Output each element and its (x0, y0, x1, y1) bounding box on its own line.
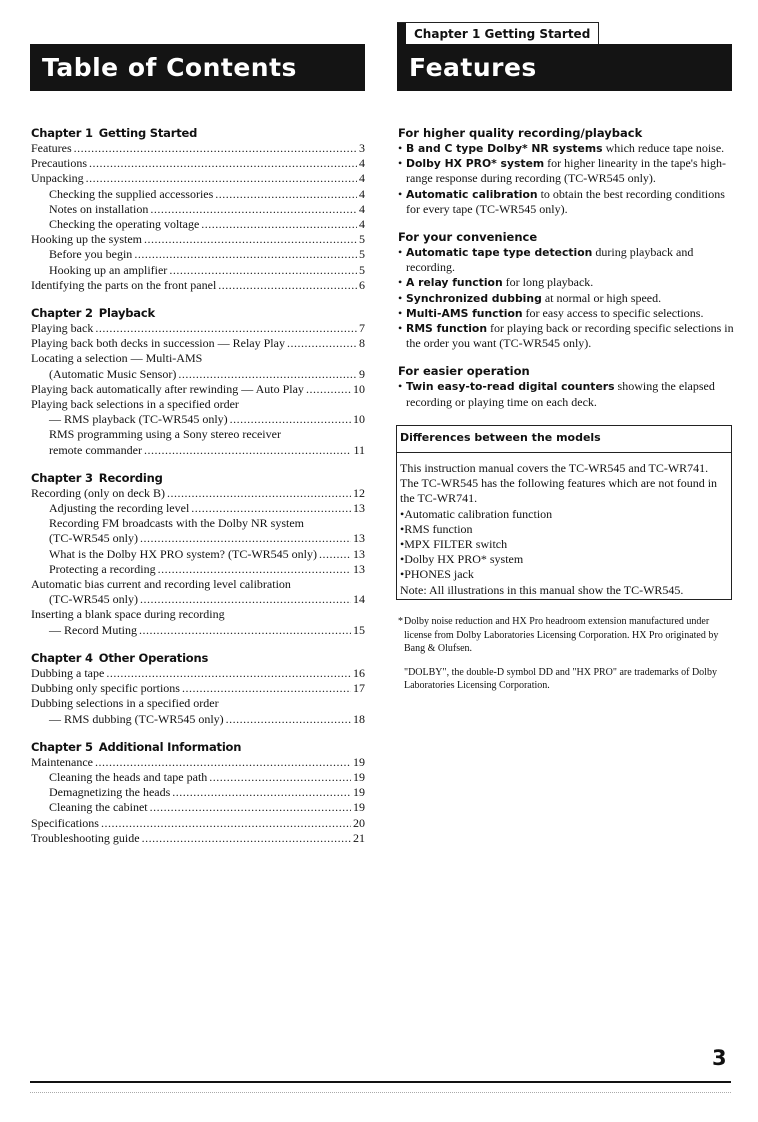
toc-leader-dots (106, 666, 351, 681)
toc-entry-page: 19 (353, 800, 365, 815)
toc-entry-title: Protecting a recording (49, 561, 156, 576)
chapter-tab-label: Chapter 1 Getting Started (414, 27, 591, 41)
table-of-contents (31, 125, 365, 858)
toc-entry: Inserting a blank space during recording (31, 607, 225, 622)
toc-entry-page: 17 (353, 681, 365, 696)
toc-leader-dots (142, 831, 351, 846)
toc-entry-page: 4 (359, 186, 365, 201)
feature-name: B and C type Dolby* NR systems (406, 142, 603, 155)
chapter-name: Additional Information (98, 739, 242, 754)
toc-entry (31, 156, 365, 171)
chapter-number: Chapter 4 (31, 650, 93, 665)
toc-leader-dots (172, 785, 351, 800)
feature-items (398, 141, 734, 217)
toc-entry-title: Maintenance (31, 754, 93, 769)
toc-leader-dots (230, 412, 351, 427)
feature-section-heading: For easier operation (398, 364, 530, 379)
toc-entry-title: Dubbing only specific portions (31, 681, 180, 696)
bullet-icon: • (398, 275, 403, 290)
toc-entry (31, 171, 365, 186)
toc-entry-title: Adjusting the recording level (49, 501, 190, 516)
toc-entry (31, 321, 365, 336)
toc-entry (31, 217, 365, 232)
toc-entry: Locating a selection — Multi-AMS (31, 351, 203, 366)
bullet-icon: • (400, 567, 405, 582)
toc-entry (31, 412, 365, 427)
toc-entry: Dubbing selections in a specified order (31, 696, 219, 711)
toc-entry-page: 4 (359, 217, 365, 232)
feature-name: Multi-AMS function (406, 306, 523, 320)
feature-item (398, 379, 734, 409)
feature-item (398, 187, 734, 217)
feature-name: RMS function (406, 322, 488, 336)
toc-entry (31, 247, 365, 262)
differences-item-text: MPX FILTER switch (404, 537, 508, 552)
chapter-heading (31, 470, 365, 486)
features-title: Features (409, 53, 537, 82)
toc-entry-title: Specifications (31, 815, 99, 830)
feature-item (398, 156, 734, 186)
toc-entry (31, 816, 365, 831)
chapter-entries (31, 755, 365, 846)
bullet-icon: • (398, 305, 403, 320)
toc-entry (31, 681, 365, 696)
toc-leader-dots (191, 501, 351, 516)
differences-item-text: RMS function (404, 521, 473, 536)
toc-entry-page: 18 (353, 711, 365, 726)
toc-entry-page: 13 (353, 546, 365, 561)
toc-entry (31, 800, 365, 815)
toc-leader-dots (158, 562, 351, 577)
footnote-trademarks: "DOLBY", the double-D symbol DD and "HX PRO" are trademarks of Dolby Laboratories Licensing Corporation. (404, 666, 717, 691)
toc-entry (31, 831, 365, 846)
feature-item (398, 321, 734, 351)
differences-item (400, 537, 728, 552)
chapter-number: Chapter 5 (31, 739, 93, 754)
chapter-heading (31, 739, 365, 755)
chapter-heading (31, 305, 365, 321)
features-title-banner (397, 44, 732, 91)
toc-leader-dots (140, 531, 351, 546)
feature-description: showing the elapsed recording or playing time on each deck. (406, 379, 715, 409)
toc-entry: RMS programming using a Sony stereo receiver (49, 427, 281, 442)
toc-leader-dots (144, 232, 357, 247)
toc-entry-title: Precautions (31, 156, 87, 171)
footnote-dolby-license: *Dolby noise reduction and HX Pro headroom extension manufactured under license from Dolby Laboratories Licensing Corporation. HX Pro originated by Bang & Olufsen. (398, 616, 719, 654)
toc-leader-dots (169, 263, 357, 278)
differences-item (400, 552, 728, 567)
toc-entry (31, 382, 365, 397)
toc-leader-dots (150, 202, 357, 217)
toc-entry-title: Hooking up the system (31, 232, 142, 247)
differences-item (400, 522, 728, 537)
toc-entry-page: 19 (353, 785, 365, 800)
feature-description: for long playback. (502, 275, 594, 290)
toc-leader-dots (89, 156, 357, 171)
feature-name: Synchronized dubbing (406, 291, 542, 305)
toc-leader-dots (140, 592, 351, 607)
bullet-icon: • (398, 156, 403, 171)
toc-entry-page: 14 (353, 592, 365, 607)
toc-leader-dots (306, 382, 351, 397)
features-list (398, 126, 734, 423)
toc-entry-title: Checking the supplied accessories (49, 186, 214, 201)
toc-entry (31, 202, 365, 217)
feature-items (398, 245, 734, 351)
chapter-name: Playback (98, 306, 155, 321)
toc-entry-title: Dubbing a tape (31, 665, 105, 680)
toc-entry-page: 16 (353, 665, 365, 680)
toc-entry-page: 4 (359, 156, 365, 171)
feature-name: Twin easy-to-read digital counters (406, 380, 615, 394)
toc-leader-dots (167, 486, 351, 501)
toc-leader-dots (201, 217, 357, 232)
toc-entry-title: Playing back both decks in succession — Relay Play (31, 336, 285, 351)
toc-entry (31, 336, 365, 351)
toc-entry-page: 20 (353, 815, 365, 830)
feature-section-heading: For your convenience (398, 230, 538, 245)
chapter-number: Chapter 1 (31, 126, 93, 140)
footnotes (398, 615, 734, 703)
differences-item (400, 567, 728, 582)
toc-leader-dots (215, 187, 357, 202)
toc-entry-title: Playing back (31, 321, 94, 336)
toc-entry-title: Cleaning the cabinet (49, 800, 148, 815)
toc-entry-page: 4 (359, 171, 365, 186)
feature-name: A relay function (406, 276, 503, 290)
toc-entry-page: 3 (359, 141, 365, 155)
toc-entry-title: (Automatic Music Sensor) (49, 366, 177, 381)
bullet-icon: • (398, 290, 403, 305)
chapter-heading (31, 125, 365, 141)
chapter-entries (31, 321, 365, 458)
toc-leader-dots (74, 141, 357, 156)
differences-box (396, 425, 732, 600)
chapter-name: Other Operations (98, 650, 209, 665)
toc-entry-title: Playing back automatically after rewinding — Auto Play (31, 381, 304, 396)
toc-entry: Playing back selections in a specified order (31, 397, 239, 412)
bullet-icon: • (398, 379, 403, 394)
toc-entry (31, 278, 365, 293)
toc-entry-page: 13 (353, 561, 365, 576)
chapter-number: Chapter 3 (31, 470, 93, 485)
toc-leader-dots (144, 443, 351, 458)
chapter-heading (31, 650, 365, 666)
bullet-icon: • (398, 141, 403, 155)
feature-description: to obtain the best recording conditions for every tape (TC-WR545 only). (406, 186, 725, 216)
feature-description: for higher linearity in the tape's high-range response during recording (TC-WR545 only). (406, 156, 726, 186)
toc-entry-title: Demagnetizing the heads (49, 785, 171, 800)
bottom-rule (30, 1081, 731, 1083)
toc-entry-title: (TC-WR545 only) (49, 592, 138, 607)
toc-leader-dots (218, 278, 357, 293)
toc-entry-title: — Record Muting (49, 622, 137, 637)
feature-item (398, 275, 734, 290)
toc-entry-page: 7 (359, 321, 365, 336)
toc-entry (31, 531, 365, 546)
feature-description: during playback and recording. (406, 245, 694, 275)
toc-leader-dots (86, 171, 357, 186)
chapter-entries (31, 141, 365, 293)
toc-entry (31, 443, 365, 458)
toc-title-banner (30, 44, 365, 91)
toc-entry-page: 5 (359, 262, 365, 277)
toc-entry-title: Cleaning the heads and tape path (49, 769, 208, 784)
toc-entry-page: 9 (359, 366, 365, 381)
differences-item-text: PHONES jack (404, 567, 474, 582)
toc-entry-page: 8 (359, 336, 365, 351)
feature-item (398, 245, 734, 275)
feature-item (398, 291, 734, 306)
toc-entry-title: — RMS dubbing (TC-WR545 only) (49, 711, 224, 726)
toc-leader-dots (95, 755, 351, 770)
bullet-icon: • (400, 506, 405, 521)
toc-entry-title: Unpacking (31, 171, 84, 186)
toc-entry-page: 19 (353, 754, 365, 769)
toc-leader-dots (139, 623, 351, 638)
toc-entry-title: Identifying the parts on the front panel (31, 277, 217, 292)
toc-entry (31, 547, 365, 562)
chapter-tab-marker (397, 23, 406, 45)
toc-entry-page: 13 (353, 531, 365, 546)
toc-entry-title: Recording (only on deck B) (31, 485, 165, 500)
feature-item (398, 306, 734, 321)
feature-item (398, 141, 734, 156)
bullet-icon: • (398, 186, 403, 201)
toc-leader-dots (134, 247, 357, 262)
differences-note: Note: All illustrations in this manual show the TC-WR545. (400, 582, 684, 597)
chapter-entries (31, 486, 365, 638)
toc-entry (31, 232, 365, 247)
feature-name: Automatic calibration (406, 187, 538, 201)
footnote-dolby-license-text: Dolby noise reduction and HX Pro headroom extension manufactured under license from Dolby Laboratories Licensing Corporation. HX Pro originated by Bang & Olufsen. (404, 616, 719, 654)
toc-entry-page: 21 (353, 830, 365, 845)
chapter-entries (31, 666, 365, 727)
bullet-icon: • (400, 521, 405, 536)
toc-entry (31, 141, 365, 156)
toc-entry-title: Troubleshooting guide (31, 830, 140, 845)
toc-entry (31, 712, 365, 727)
toc-entry (31, 785, 365, 800)
differences-intro: This instruction manual covers the TC-WR545 and TC-WR741. The TC-WR545 has the following features which are not found in the TC-WR741. (400, 461, 718, 506)
toc-entry-title: Before you begin (49, 247, 133, 262)
toc-entry (31, 263, 365, 278)
toc-entry-page: 13 (353, 501, 365, 516)
chapter-number: Chapter 2 (31, 306, 93, 321)
toc-entry-page: 11 (353, 442, 365, 457)
differences-title: Differences between the models (400, 431, 601, 444)
toc-leader-dots (182, 681, 351, 696)
toc-leader-dots (150, 800, 351, 815)
differences-item-text: Automatic calibration function (404, 506, 553, 521)
toc-entry (31, 666, 365, 681)
toc-entry-page: 5 (359, 247, 365, 262)
toc-entry-page: 19 (353, 769, 365, 784)
differences-divider (397, 452, 731, 453)
toc-entry-title: remote commander (49, 442, 142, 457)
toc-title: Table of Contents (42, 53, 297, 82)
page-number: 3 (712, 1046, 727, 1070)
scan-artifact (30, 1092, 731, 1099)
toc-entry-title: Features (31, 141, 72, 155)
toc-leader-dots (209, 770, 351, 785)
toc-entry (31, 187, 365, 202)
toc-entry-title: Notes on installation (49, 201, 149, 216)
toc-entry-page: 6 (359, 277, 365, 292)
toc-leader-dots (101, 816, 351, 831)
feature-description: for easy access to specific selections. (522, 305, 704, 320)
differences-items (400, 507, 728, 583)
bullet-icon: • (398, 321, 403, 336)
chapter-tab (397, 22, 599, 44)
toc-entry-page: 4 (359, 201, 365, 216)
bullet-icon: • (400, 552, 405, 567)
feature-description: which reduce tape noise. (602, 141, 725, 155)
differences-item-text: Dolby HX PRO* system (404, 552, 524, 567)
toc-leader-dots (178, 367, 357, 382)
toc-leader-dots (287, 336, 357, 351)
toc-entry (31, 562, 365, 577)
toc-entry-page: 10 (353, 412, 365, 427)
toc-entry (31, 592, 365, 607)
toc-entry (31, 755, 365, 770)
toc-entry-title: Checking the operating voltage (49, 217, 200, 232)
toc-entry (31, 367, 365, 382)
toc-entry-title: (TC-WR545 only) (49, 531, 138, 546)
feature-description: at normal or high speed. (541, 290, 662, 305)
feature-description: for playing back or recording specific selections in the order you want (TC-WR545 only). (406, 321, 734, 351)
toc-entry (31, 486, 365, 501)
toc-entry-title: What is the Dolby HX PRO system? (TC-WR545 only) (49, 546, 317, 561)
toc-leader-dots (319, 547, 351, 562)
feature-section-heading: For higher quality recording/playback (398, 126, 643, 140)
toc-entry-page: 10 (353, 381, 365, 396)
feature-name: Automatic tape type detection (406, 246, 593, 260)
toc-entry-title: — RMS playback (TC-WR545 only) (49, 412, 228, 427)
toc-entry: Recording FM broadcasts with the Dolby NR system (49, 516, 304, 531)
toc-leader-dots (226, 712, 351, 727)
toc-entry (31, 501, 365, 516)
toc-entry (31, 623, 365, 638)
differences-item (400, 507, 728, 522)
toc-entry-page: 12 (353, 485, 365, 500)
toc-entry (31, 770, 365, 785)
bullet-icon: • (400, 537, 405, 552)
chapter-name: Getting Started (98, 126, 198, 140)
toc-leader-dots (95, 321, 357, 336)
feature-name: Dolby HX PRO* system (406, 157, 545, 171)
toc-entry-page: 15 (353, 622, 365, 637)
feature-items (398, 379, 734, 409)
toc-entry: Automatic bias current and recording level calibration (31, 577, 291, 592)
toc-entry-title: Hooking up an amplifier (49, 262, 168, 277)
toc-entry-page: 5 (359, 232, 365, 247)
chapter-name: Recording (98, 470, 163, 485)
bullet-icon: • (398, 245, 403, 260)
